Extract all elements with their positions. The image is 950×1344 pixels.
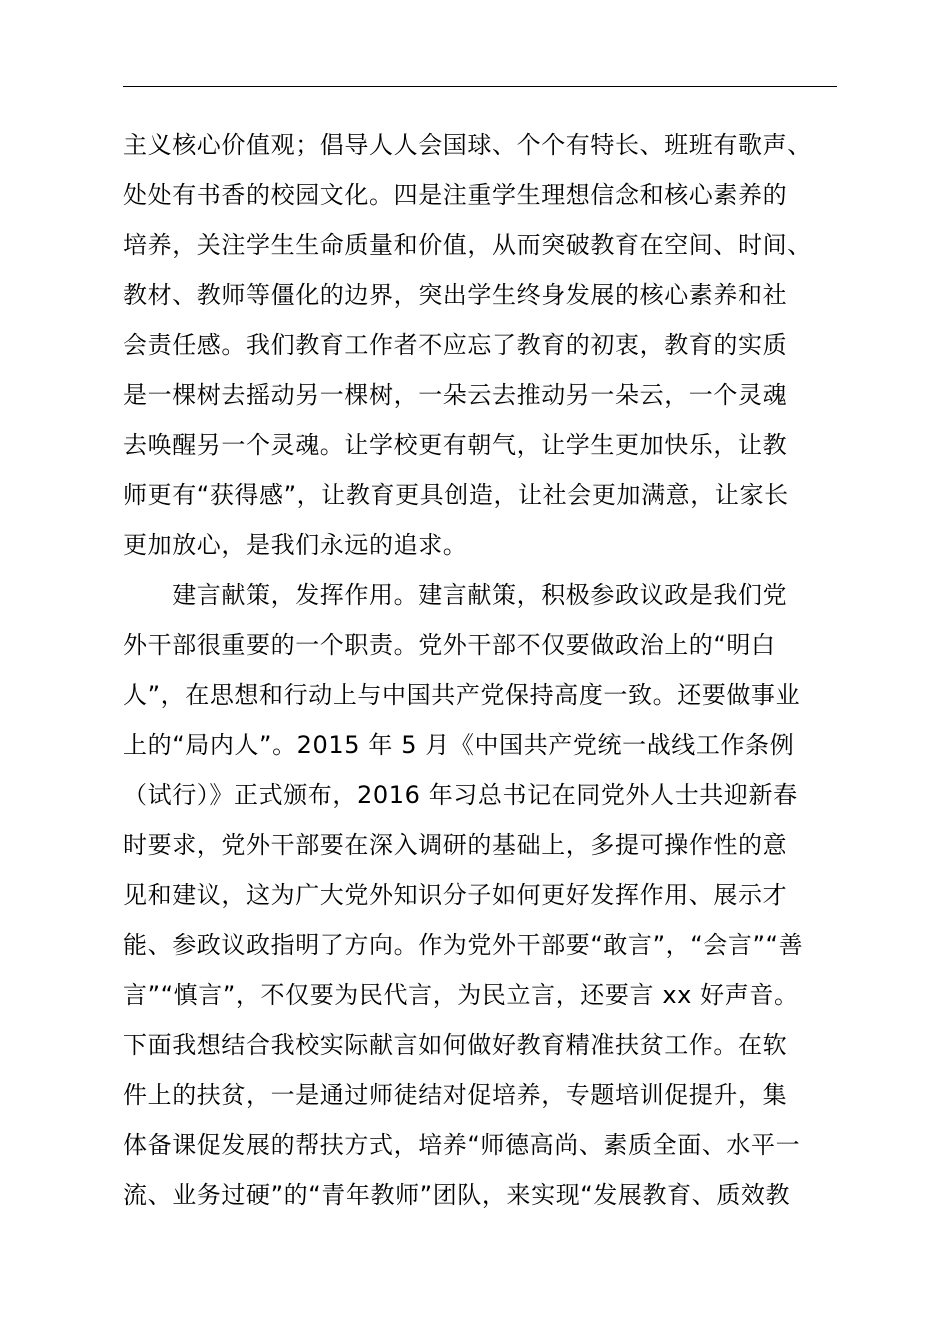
paragraph-start-line: 建言献策，发挥作用。建言献策，积极参政议政是我们党: [123, 581, 788, 609]
text-line: 教材、教师等僵化的边界，突出学生终身发展的核心素养和社: [123, 281, 788, 309]
header-rule: [123, 86, 837, 87]
text-line: 主义核心价值观；倡导人人会国球、个个有特长、班班有歌声、: [123, 131, 812, 159]
text-line: 下面我想结合我校实际献言如何做好教育精准扶贫工作。在软: [123, 1031, 788, 1059]
text-line: 能、参政议政指明了方向。作为党外干部要“敢言”，“会言”“善: [123, 931, 804, 959]
body-text: [123, 120, 883, 1220]
text-line: 流、业务过硬”的“青年教师”团队，来实现“发展教育、质效教: [123, 1181, 791, 1209]
text-line: 见和建议，这为广大党外知识分子如何更好发挥作用、展示才: [123, 881, 788, 909]
text-line: 师更有“获得感”，让教育更具创造，让社会更加满意，让家长: [123, 481, 789, 509]
text-line: 件上的扶贫，一是通过师徒结对促培养，专题培训促提升，集: [123, 1081, 788, 1109]
text-line: 外干部很重要的一个职责。党外干部不仅要做政治上的“明白: [123, 631, 776, 659]
text-line: 是一棵树去摇动另一棵树，一朵云去推动另一朵云，一个灵魂: [123, 381, 788, 409]
text-line: 人”，在思想和行动上与中国共产党保持高度一致。还要做事业: [123, 681, 801, 709]
text-line: 体备课促发展的帮扶方式，培养“师德高尚、素质全面、水平一: [123, 1131, 801, 1159]
text-line: 去唤醒另一个灵魂。让学校更有朝气，让学生更加快乐，让教: [123, 431, 788, 459]
text-line: 言”“慎言”，不仅要为民代言，为民立言，还要言 xx 好声音。: [123, 981, 799, 1009]
text-line: （试行）》正式颁布，2016 年习总书记在同党外人士共迎新春: [123, 781, 798, 809]
text-line: 上的“局内人”。2015 年 5 月《中国共产党统一战线工作条例: [123, 731, 795, 759]
text-line: 更加放心，是我们永远的追求。: [123, 531, 468, 559]
text-line: 培养，关注学生生命质量和价值，从而突破教育在空间、时间、: [123, 231, 812, 259]
text-line: 会责任感。我们教育工作者不应忘了教育的初衷，教育的实质: [123, 331, 788, 359]
text-line: 处处有书香的校园文化。四是注重学生理想信念和核心素养的: [123, 181, 788, 209]
text-line: 时要求，党外干部要在深入调研的基础上，多提可操作性的意: [123, 831, 788, 859]
